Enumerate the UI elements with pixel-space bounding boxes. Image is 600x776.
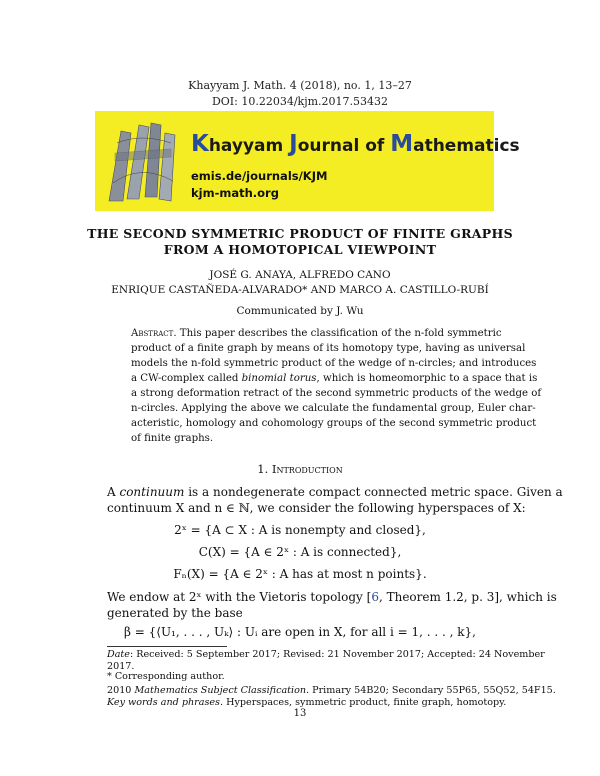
footnote-corresponding: * Corresponding author.	[107, 671, 225, 682]
journal-doi: DOI: 10.22034/kjm.2017.53432	[211, 95, 389, 108]
authors-line-2: ENRIQUE CASTAÑEDA-ALVARADO* AND MARCO A. CASTILLO-RUBÍ	[111, 284, 489, 296]
footnote-msc: 2010 Mathematics Subject Classification. Primary 54B20; Secondary 55P65, 55Q52, 54F15.	[107, 685, 556, 696]
abstract-line: product of a finite graph by means of its homotopy type, having as universal	[131, 343, 526, 354]
equation-cx: C(X) = {A ∈ 2ˣ : A is connected},	[198, 545, 402, 559]
abstract: Abstract. This paper describes the classification of the n-fold symmetric product of a finite graph by means of its homotopy type, having as universal models the n-fold symmetric product of the wedge of n-circles; and introduces a CW-complex called binomial torus, which is homeomorphic to a space that is a strong deformation retract of the second symmetric products of the wedge of n-circles. Applying the above we calculate the fundamental group, Euler char- acteristic, homology and cohomology groups of the second symmetric product of finite graphs.	[131, 328, 542, 444]
journal-banner	[95, 111, 520, 211]
abstract-line: models the n-fold symmetric product of the wedge of n-circles; and introduces	[131, 358, 537, 369]
body-paragraph-line: A continuum is a nondegenerate compact connected metric space. Given a	[107, 485, 563, 499]
citation-link[interactable]: 6	[371, 590, 379, 604]
banner-journal-name: Khayyam Journal of Mathematics	[191, 131, 520, 157]
body-paragraph-line: We endow at 2ˣ with the Vietoris topology [6, Theorem 1.2, p. 3], which is	[107, 590, 557, 604]
banner-link-emis[interactable]: emis.de/journals/KJM	[191, 169, 328, 183]
abstract-line: a strong deformation retract of the second symmetric products of the wedge of	[131, 388, 542, 399]
body-paragraph-line: continuum X and n ∈ ℕ, we consider the following hyperspaces of X:	[107, 501, 526, 515]
banner-link-kjm[interactable]: kjm-math.org	[191, 186, 279, 200]
body-paragraph-line: generated by the base	[107, 606, 243, 620]
abstract-line: acteristic, homology and cohomology groups of the second symmetric product	[131, 418, 537, 429]
section-heading: 1. Introduction	[257, 462, 343, 476]
equation-vietoris-base: β = {⟨U₁, . . . , Uₖ⟩ : Uᵢ are open in X, for all i = 1, . . . , k},	[124, 625, 476, 639]
paper-title-line-1: THE SECOND SYMMETRIC PRODUCT OF FINITE GRAPHS	[87, 226, 513, 241]
khayyam-logo-icon	[101, 113, 185, 209]
equation-hyperspace-2x: 2ˣ = {A ⊂ X : A is nonempty and closed},	[174, 523, 426, 537]
abstract-label: Abstract.	[131, 328, 177, 339]
page-number: 13	[293, 708, 307, 719]
communicated-by: Communicated by J. Wu	[236, 305, 364, 317]
footnote-keywords: Key words and phrases. Hyperspaces, symmetric product, finite graph, homotopy.	[107, 697, 507, 708]
journal-citation: Khayyam J. Math. 4 (2018), no. 1, 13–27	[188, 79, 412, 92]
abstract-line: n-circles. Applying the above we calculate the fundamental group, Euler char-	[131, 403, 536, 414]
authors-line-1: JOSÉ G. ANAYA, ALFREDO CANO	[209, 269, 391, 281]
term-binomial-torus: binomial torus	[241, 373, 317, 384]
footnote-rule	[107, 646, 227, 647]
abstract-line: of finite graphs.	[131, 433, 214, 444]
paper-title-line-2: FROM A HOMOTOPICAL VIEWPOINT	[163, 242, 437, 257]
footnote-dates-year: 2017.	[107, 661, 135, 672]
equation-fnx: Fₙ(X) = {A ∈ 2ˣ : A has at most n points}.	[173, 567, 427, 581]
footnote-dates: Date: Received: 5 September 2017; Revised: 21 November 2017; Accepted: 24 November	[107, 649, 545, 660]
